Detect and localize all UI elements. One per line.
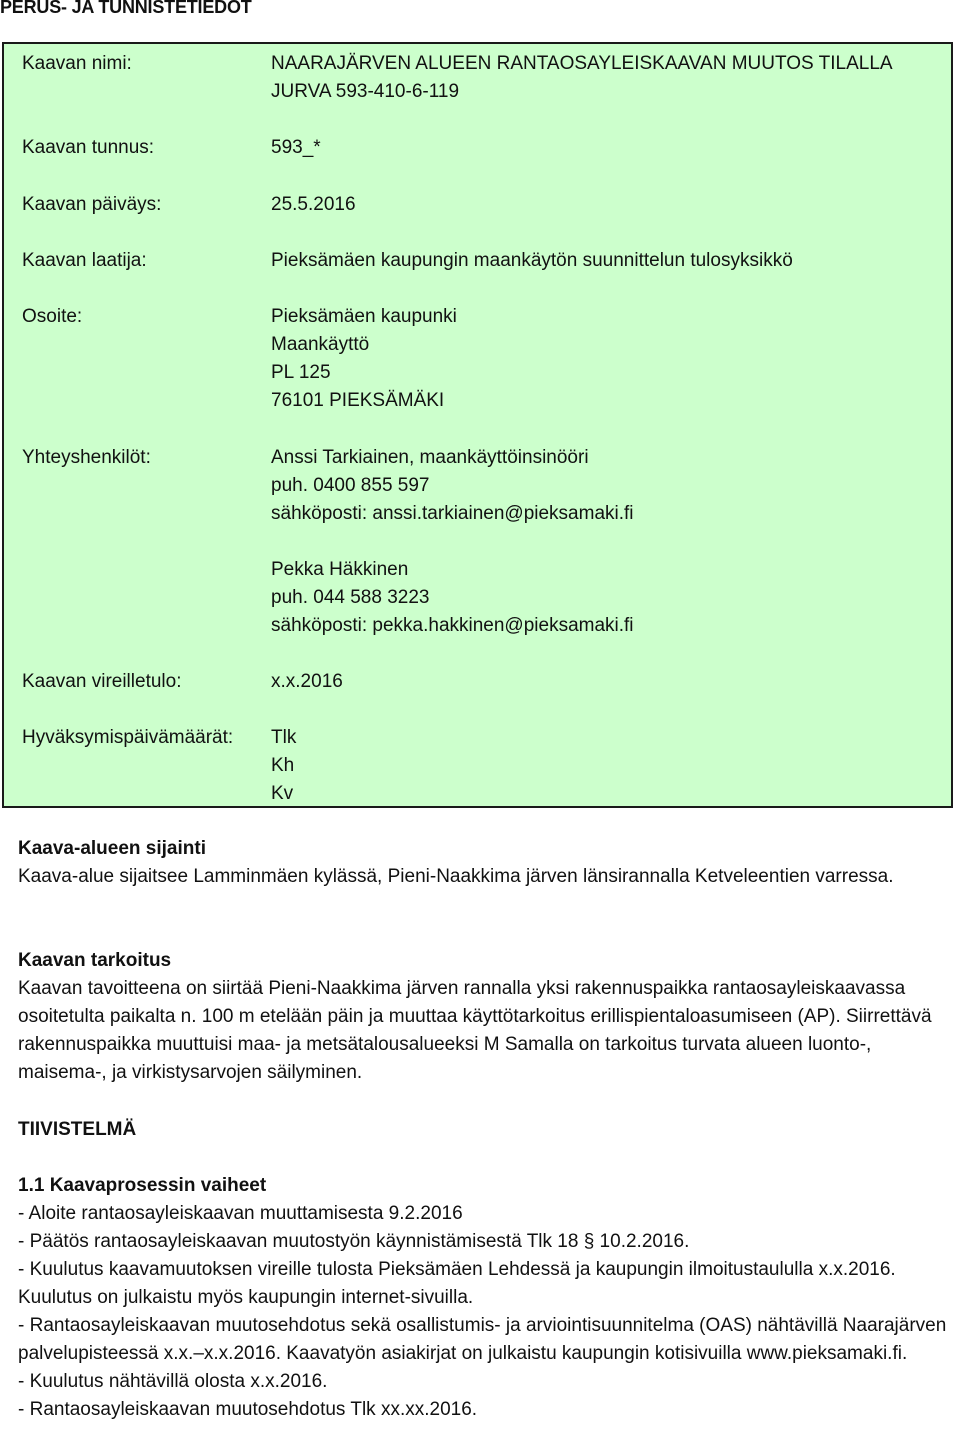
- approval-line: Kv: [271, 783, 294, 804]
- initiation-value: x.x.2016: [271, 671, 343, 692]
- plan-date-label: Kaavan päiväys:: [22, 194, 162, 215]
- process-section: [18, 1172, 948, 1424]
- list-item: - Rantaosayleiskaavan muutosehdotus Tlk xx.xx.2016.: [18, 1399, 478, 1420]
- approval-line: Tlk: [271, 727, 297, 748]
- plan-code-value: 593_*: [271, 137, 321, 158]
- contact-email: sähköposti: pekka.hakkinen@pieksamaki.fi: [271, 615, 634, 636]
- purpose-text: Kaavan tavoitteena on siirtää Pieni-Naakkima järven rannalla yksi rakennuspaikka rantaosayleiskaavassa osoitetulta paikalta n. 100 m etelään päin ja muuttaa käyttötarkoitus erillispientaloasumiseen (AP). Siirrettävä rakennuspaikka muuttuisi maa- ja metsätalousalueeksi M Samalla on tarkoitus turvata alueen luonto-, maisema-, ja virkistysarvojen säilyminen.: [18, 978, 932, 1083]
- location-text: Kaava-alue sijaitsee Lamminmäen kylässä, Pieni-Naakkima järven länsirannalla Ketveleentien varressa.: [18, 866, 894, 887]
- page-heading: PERUS- JA TUNNISTETIEDOT: [0, 0, 252, 17]
- contact-person-2: [271, 556, 634, 640]
- contact-person-1: [271, 444, 634, 528]
- list-item: - Kuulutus nähtävillä olosta x.x.2016.: [18, 1371, 328, 1392]
- location-section: [18, 835, 948, 891]
- contact-line: Pekka Häkkinen: [271, 559, 409, 580]
- address-line: 76101 PIEKSÄMÄKI: [271, 390, 445, 411]
- approval-value: [271, 724, 296, 808]
- initiation-label: Kaavan vireilletulo:: [22, 671, 182, 692]
- address-label: Osoite:: [22, 306, 83, 327]
- plan-info-box: [2, 42, 953, 808]
- plan-date-value: 25.5.2016: [271, 194, 356, 215]
- approval-line: Kh: [271, 755, 295, 776]
- contact-phone: puh. 0400 855 597: [271, 475, 430, 496]
- list-item: - Rantaosayleiskaavan muutosehdotus sekä osallistumis- ja arviointisuunnitelma (OAS) nähtävillä Naarajärven palvelupisteessä x.x.–x.x.2016. Kaavatyön asiakirjat on julkaistu kaupungin kotisivuilla www.pieksamaki.fi.: [18, 1315, 947, 1364]
- summary-title: TIIVISTELMÄ: [18, 1119, 137, 1140]
- summary-section: [18, 1116, 948, 1144]
- plan-code-label: Kaavan tunnus:: [22, 137, 155, 158]
- list-item: - Kuulutus kaavamuutoksen vireille tulosta Pieksämäen Lehdessä ja kaupungin ilmoitustaululla x.x.2016. Kuulutus on julkaistu myös kaupungin internet-sivuilla.: [18, 1259, 896, 1308]
- list-item: - Päätös rantaosayleiskaavan muutostyön käynnistämisestä Tlk 18 § 10.2.2016.: [18, 1231, 690, 1252]
- plan-name-line: JURVA 593-410-6-119: [271, 81, 460, 102]
- address-line: Pieksämäen kaupunki: [271, 306, 457, 327]
- plan-author-label: Kaavan laatija:: [22, 250, 147, 271]
- address-line: PL 125: [271, 362, 331, 383]
- process-title: 1.1 Kaavaprosessin vaiheet: [18, 1175, 267, 1196]
- purpose-section: [18, 947, 948, 1087]
- plan-name-label: Kaavan nimi:: [22, 53, 132, 74]
- contacts-label: Yhteyshenkilöt:: [22, 447, 151, 468]
- contact-phone: puh. 044 588 3223: [271, 587, 430, 608]
- plan-name-value: [271, 50, 893, 106]
- contact-line: Anssi Tarkiainen, maankäyttöinsinööri: [271, 447, 589, 468]
- plan-author-value: Pieksämäen kaupungin maankäytön suunnittelun tulosyksikkö: [271, 250, 793, 271]
- approval-label: Hyväksymispäivämäärät:: [22, 727, 234, 748]
- address-line: Maankäyttö: [271, 334, 370, 355]
- plan-name-line: NAARAJÄRVEN ALUEEN RANTAOSAYLEISKAAVAN MUUTOS TILALLA: [271, 53, 893, 74]
- location-title: Kaava-alueen sijainti: [18, 838, 206, 859]
- purpose-title: Kaavan tarkoitus: [18, 950, 172, 971]
- list-item: - Aloite rantaosayleiskaavan muuttamisesta 9.2.2016: [18, 1203, 463, 1224]
- address-value: [271, 303, 457, 415]
- contact-email: sähköposti: anssi.tarkiainen@pieksamaki.fi: [271, 503, 634, 524]
